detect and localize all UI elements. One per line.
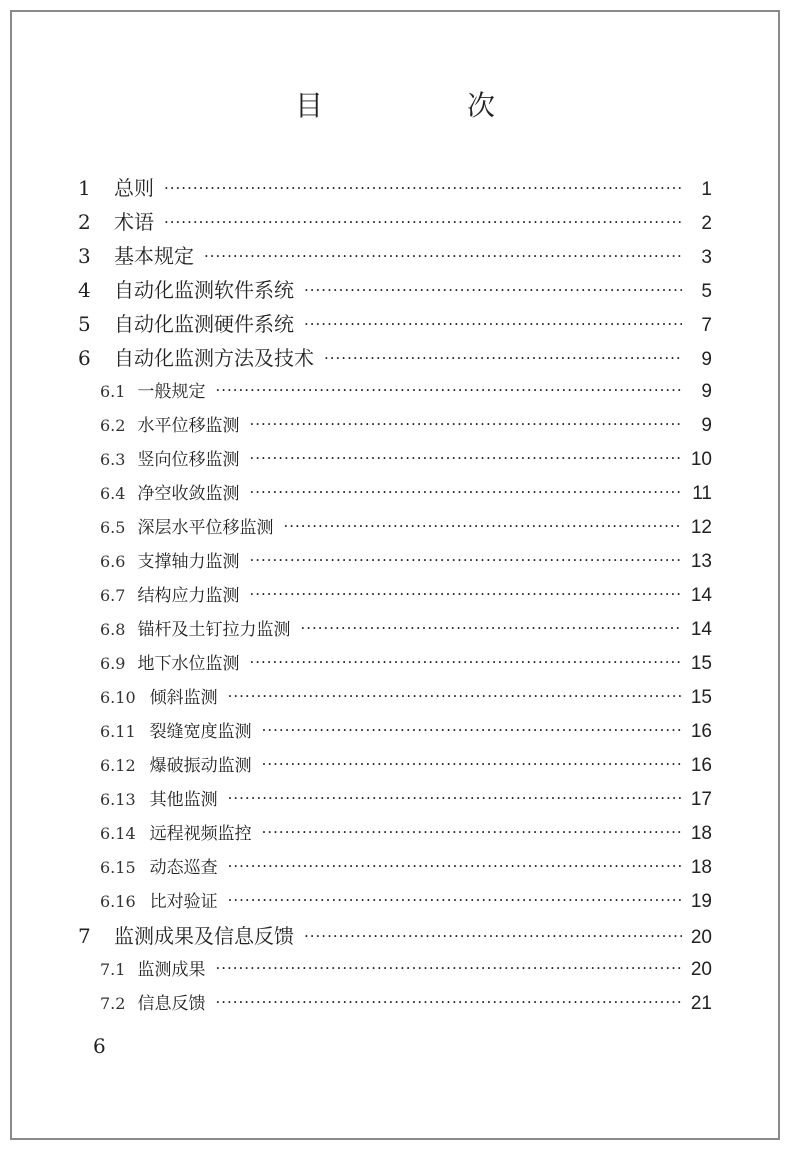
toc-leader-dots [228,679,682,713]
toc-title: 目 次 [294,89,553,122]
toc-entry-number: 1 [78,176,91,200]
toc-entry-page: 10 [690,449,712,470]
toc-entry-label: 动态巡查 [149,858,218,878]
toc-entry-label: 监测成果及信息反馈 [114,924,294,948]
toc-entry-page: 20 [690,959,712,980]
toc-entry[interactable] [78,307,712,341]
toc-entry-page: 18 [690,857,712,878]
toc-entry[interactable] [78,953,712,987]
toc-entry-number: 6.1 [100,382,126,401]
toc-entry-number: 6.12 [100,756,136,775]
toc-entry[interactable] [78,477,712,511]
toc-leader-dots [228,883,682,917]
toc-entry-page: 19 [690,891,712,912]
toc-entry-label: 锚杆及土钉拉力监测 [137,620,291,640]
toc-entry-page: 16 [690,755,712,776]
toc-entry[interactable] [78,273,712,307]
toc-list [78,171,712,1021]
toc-entry[interactable] [78,579,712,613]
toc-entry[interactable] [78,205,712,239]
toc-entry-label: 比对验证 [149,892,218,912]
toc-leader-dots [249,645,682,679]
toc-entry[interactable] [78,783,712,817]
toc-entry-number: 6.10 [100,688,136,707]
toc-entry-label: 一般规定 [137,382,206,402]
toc-entry-label: 竖向位移监测 [137,450,240,470]
toc-entry-page: 2 [701,213,712,234]
toc-entry-label: 地下水位监测 [137,654,240,674]
toc-leader-dots [249,543,682,577]
toc-entry-page: 20 [690,927,712,948]
toc-entry-label: 术语 [114,210,154,234]
toc-entry[interactable] [78,171,712,205]
toc-entry[interactable] [78,681,712,715]
toc-leader-dots [262,815,682,849]
toc-leader-dots [249,475,682,509]
toc-leader-dots [164,205,682,239]
toc-entry-page: 9 [701,381,712,402]
toc-entry-page: 3 [701,247,712,268]
toc-leader-dots [324,341,682,375]
toc-entry-page: 18 [690,823,712,844]
toc-entry-label: 裂缝宽度监测 [149,722,252,742]
toc-entry-label: 其他监测 [149,790,218,810]
toc-entry-number: 6.2 [100,416,126,435]
toc-leader-dots [215,951,682,985]
toc-entry[interactable] [78,817,712,851]
toc-entry-label: 自动化监测方法及技术 [114,346,314,370]
toc-entry-label: 监测成果 [137,960,206,980]
toc-entry[interactable] [78,409,712,443]
toc-leader-dots [204,239,682,273]
toc-entry-label: 总则 [114,176,154,200]
footer-page-number: 6 [93,1034,106,1058]
toc-entry[interactable] [78,613,712,647]
toc-leader-dots [215,985,682,1019]
toc-leader-dots [249,577,682,611]
toc-entry-number: 6.6 [100,552,126,571]
toc-entry-page: 14 [690,619,712,640]
toc-entry-number: 6.15 [100,858,136,877]
toc-entry-page: 15 [690,653,712,674]
toc-leader-dots [249,441,682,475]
toc-entry-number: 7.2 [100,994,126,1013]
toc-entry-number: 6.13 [100,790,136,809]
toc-entry-number: 7.1 [100,960,126,979]
toc-entry-number: 6.14 [100,824,136,843]
toc-entry-label: 爆破振动监测 [149,756,252,776]
toc-entry-label: 自动化监测软件系统 [114,278,294,302]
toc-entry[interactable] [78,647,712,681]
toc-leader-dots [304,273,682,307]
toc-entry-page: 21 [690,993,712,1014]
toc-entry-label: 水平位移监测 [137,416,240,436]
toc-entry-label: 基本规定 [114,244,194,268]
toc-entry[interactable] [78,545,712,579]
toc-entry-page: 13 [690,551,712,572]
toc-entry-number: 6.11 [100,722,136,741]
toc-leader-dots [304,919,682,953]
toc-entry[interactable] [78,239,712,273]
toc-entry[interactable] [78,919,712,953]
toc-entry-number: 6 [78,346,91,370]
toc-entry-page: 9 [701,415,712,436]
toc-leader-dots [262,747,682,781]
toc-entry-number: 7 [78,924,91,948]
toc-entry-number: 6.16 [100,892,136,911]
toc-entry-number: 6.7 [100,586,126,605]
toc-entry-number: 6.4 [100,484,126,503]
toc-entry[interactable] [78,885,712,919]
toc-leader-dots [228,849,682,883]
toc-entry-label: 远程视频监控 [149,824,252,844]
toc-entry[interactable] [78,511,712,545]
toc-entry-page: 17 [690,789,712,810]
toc-entry-number: 2 [78,210,91,234]
toc-entry-label: 结构应力监测 [137,586,240,606]
toc-entry-number: 4 [78,278,91,302]
toc-entry-page: 9 [701,349,712,370]
toc-entry[interactable] [78,851,712,885]
toc-entry-number: 6.5 [100,518,126,537]
toc-entry-page: 5 [701,281,712,302]
toc-entry-page: 15 [690,687,712,708]
toc-entry-number: 6.9 [100,654,126,673]
toc-entry-page: 16 [690,721,712,742]
toc-entry-page: 14 [690,585,712,606]
toc-entry-label: 支撑轴力监测 [137,552,240,572]
toc-entry-number: 6.8 [100,620,126,639]
toc-entry-number: 6.3 [100,450,126,469]
toc-entry-page: 1 [701,179,712,200]
toc-entry[interactable] [78,443,712,477]
toc-entry-label: 信息反馈 [137,994,206,1014]
toc-entry-number: 3 [78,244,91,268]
toc-leader-dots [228,781,682,815]
toc-entry[interactable] [78,715,712,749]
toc-leader-dots [304,307,682,341]
toc-leader-dots [283,509,682,543]
toc-entry-page: 7 [701,315,712,336]
toc-entry-label: 深层水平位移监测 [137,518,274,538]
toc-entry-number: 5 [78,312,91,336]
toc-leader-dots [300,611,682,645]
toc-leader-dots [164,171,682,205]
toc-entry[interactable] [78,341,712,375]
toc-leader-dots [215,373,682,407]
toc-entry-page: 12 [690,517,712,538]
toc-leader-dots [262,713,682,747]
toc-leader-dots [249,407,682,441]
toc-entry-page: 11 [692,483,712,504]
toc-entry[interactable] [78,987,712,1021]
toc-entry[interactable] [78,375,712,409]
toc-entry-label: 自动化监测硬件系统 [114,312,294,336]
toc-entry-label: 倾斜监测 [149,688,218,708]
toc-entry[interactable] [78,749,712,783]
toc-entry-label: 净空收敛监测 [137,484,240,504]
